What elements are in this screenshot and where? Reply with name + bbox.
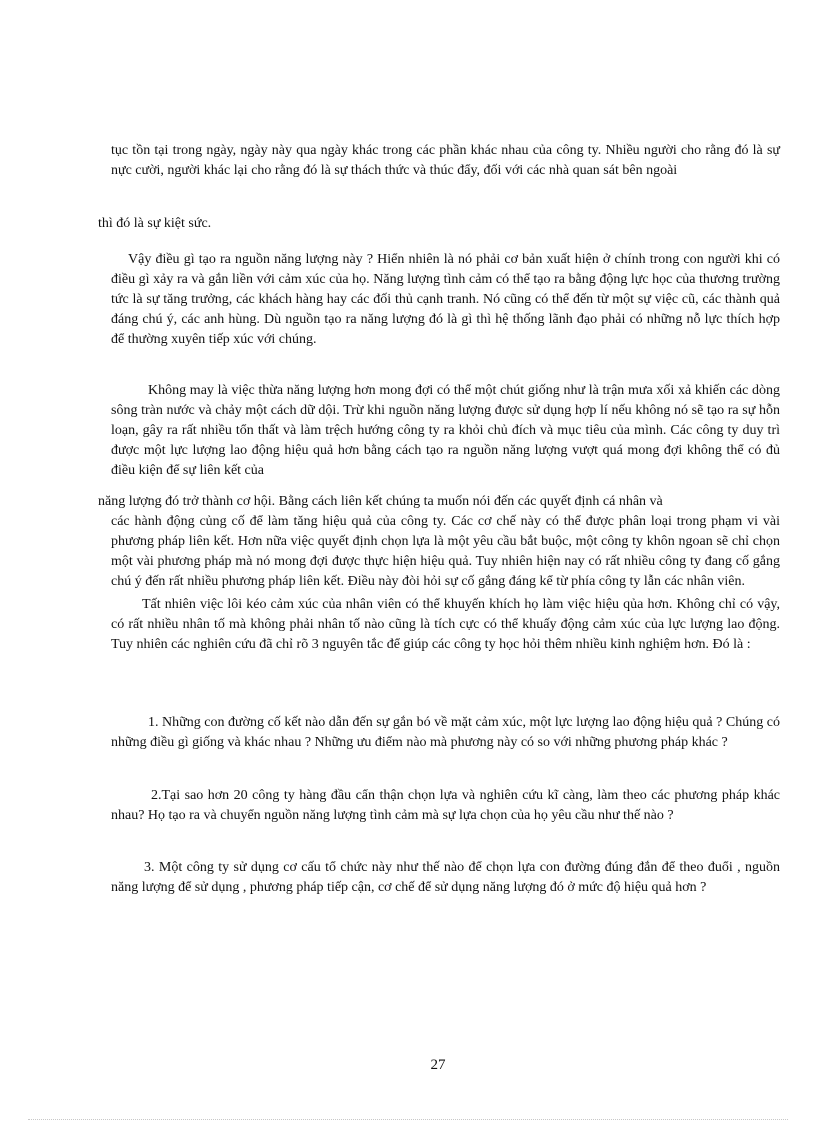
paragraph-emotion: Tất nhiên việc lôi kéo cảm xúc của nhân viên có thể khuyến khích họ làm việc hiệu qủa hơn. Không chỉ có vậy, có rất nhiều nhân tố mà không phải nhân tố nào cũng là tích cực có thể khuấy động cảm xúc của lực lượng lao động. Tuy nhiên các nghiên cứu đã chỉ rõ 3 nguyên tắc để giúp các công ty học hỏi thêm nhiều kinh nghiệm hơn. Đó là : [111, 597, 780, 652]
list-item-question-2: 2.Tại sao hơn 20 công ty hàng đầu cẩn thận chọn lựa và nghiên cứu kĩ càng, làm theo các phương pháp khác nhau? Họ tạo ra và chuyển nguồn năng lượng tình cảm mà sự lựa chọn của họ yêu cầu như thế nào ? [111, 788, 780, 823]
paragraph-alignment-first-line: năng lượng đó trở thành cơ hội. Bằng cách liên kết chúng ta muốn nói đến các quyết định cá nhân và [98, 494, 663, 509]
paragraph-continuation: tục tồn tại trong ngày, ngày này qua ngày khác trong các phần khác nhau của công ty. Nhiều người cho rằng đó là sự nực cười, người khác lại cho rằng đó là sự thách thức và thúc đẩy, đối với các nhà quan sát bên ngoài [111, 143, 780, 178]
paragraph-energy-source: Vậy điều gì tạo ra nguồn năng lượng này ? Hiển nhiên là nó phải cơ bản xuất hiện ở chính trong con người khi có điều gì xảy ra và gắn liền với cảm xúc của họ. Năng lượng tình cảm có thể tạo ra bằng động lực học của thương trường tức là sự tăng trưởng, các khách hàng hay các đối thủ cạnh tranh. Nó cũng có thể đến từ một sự việc cũ, các thành quả đáng chú ý, các anh hùng. Dù nguồn tạo ra năng lượng đó là gì thì hệ thống lãnh đạo phải có những nỗ lực thích hợp để thường xuyên tiếp xúc với chúng. [111, 252, 780, 347]
page-bottom-divider [28, 1119, 788, 1120]
list-item-question-3: 3. Một công ty sử dụng cơ cấu tổ chức này như thế nào để chọn lựa con đường đúng đắn để theo đuổi , nguồn năng lượng để sử dụng , phương pháp tiếp cận, cơ chế để sử dụng năng lượng đó ở mức độ hiệu quả hơn ? [111, 860, 780, 895]
paragraph-alignment-body: các hành động củng cố để làm tăng hiệu quả của công ty. Các cơ chế này có thể được phân loại trong phạm vi vài phương pháp liên kết. Hơn nữa việc quyết định chọn lựa là một yêu cầu bắt buộc, một công ty khôn ngoan sẽ chỉ chọn một vài phương pháp mà nó mong đợi được thực hiện hiệu quả. Tuy nhiên hiện nay có rất nhiều công ty đang cố gắng chú ý đến rất nhiều phương pháp liên kết. Điều này đòi hỏi sự cố gắng đáng kể từ phía công ty lẫn các nhân viên. [111, 514, 780, 589]
page-number: 27 [430, 1057, 446, 1073]
paragraph-fragment: thì đó là sự kiệt sức. [98, 216, 212, 231]
paragraph-excess-energy: Không may là việc thừa năng lượng hơn mong đợi có thể một chút giống như là trận mưa xối xả khiến các dòng sông tràn nước và chảy một cách dữ dội. Trừ khi nguồn năng lượng được sử dụng hợp lí nếu không nó sẽ tạo ra sự hỗn loạn, gây ra rất nhiều tổn thất và làm trệch hướng công ty ra khỏi chủ đích và mục tiêu của mình. Các công ty duy trì được một lực lượng lao động hiệu quả hơn bằng cách tạo ra nguồn năng lượng vượt quá mong đợi không thể có đủ điều kiện để sự liên kết của [111, 383, 780, 478]
paragraph-alignment [98, 492, 780, 592]
list-item-question-1: 1. Những con đường cố kết nào dẫn đến sự gắn bó về mặt cảm xúc, một lực lượng lao động hiệu quả ? Chúng có những điều gì giống và khác nhau ? Những ưu điểm nào mà phương này có so với những phương pháp khác ? [111, 715, 780, 750]
